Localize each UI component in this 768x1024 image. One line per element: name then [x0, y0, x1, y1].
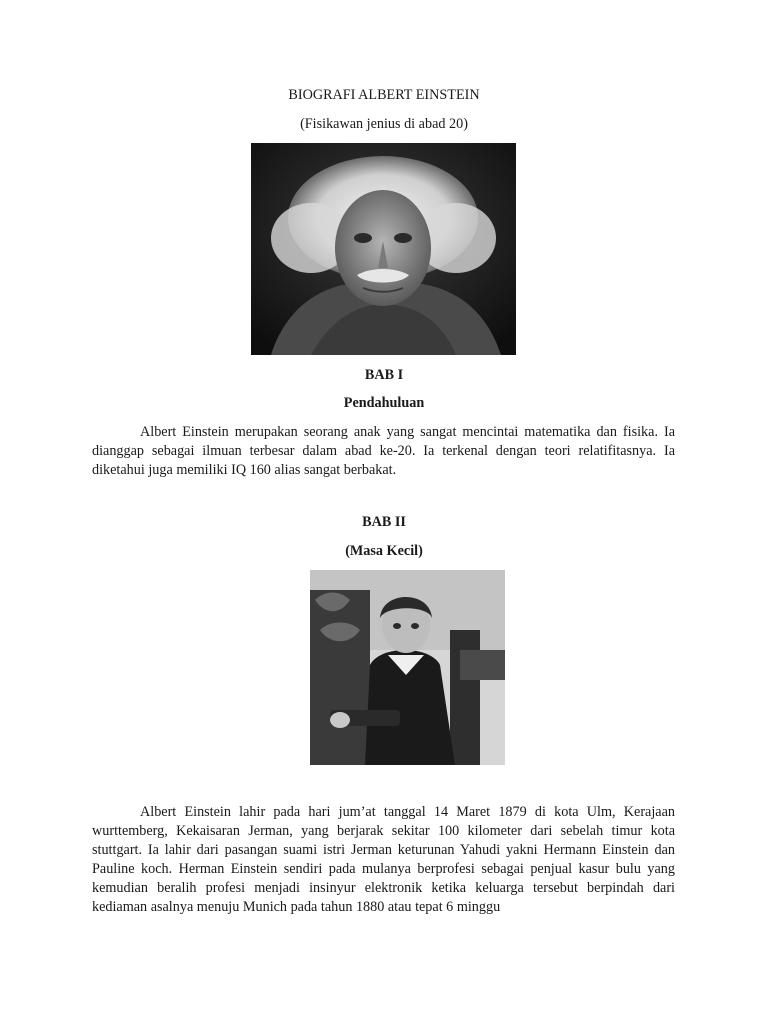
chapter1-subheading: Pendahuluan	[343, 395, 425, 411]
chapter2-paragraph: Albert Einstein lahir pada hari jum’at tanggal 14 Maret 1879 di kota Ulm, Kerajaan wurttemberg, Kekaisaran Jerman, yang berjarak sekitar 100 kilometer dari sebelah timur kota stuttgart. Ia lahir dari pasangan suami istri Jerman keturunan Yahudi yakni Hermann Einstein dan Pauline koch. Herman Einstein sendiri pada mulanya berprofesi sebagai penjual kasur bulu yang kemudian beralih profesi menjadi insinyur elektronik ketika keluarga tersebut berpindah dari kediaman asalnya menuju Munich pada tahun 1880 atau tepat 6 minggu	[92, 804, 675, 915]
einstein-portrait-photo	[251, 143, 516, 355]
chapter1-heading: BAB I	[364, 367, 404, 383]
chapter1-paragraph-block	[92, 423, 675, 480]
document-subtitle: (Fisikawan jenius di abad 20)	[300, 116, 468, 132]
chapter2-heading: BAB II	[362, 514, 406, 530]
chapter2-subheading: (Masa Kecil)	[345, 543, 423, 559]
chapter1-paragraph: Albert Einstein merupakan seorang anak yang sangat mencintai matematika dan fisika. Ia dianggap sebagai ilmuan terbesar dalam abad ke-20. Ia terkenal dengan teori relatifitasnya. Ia diketahui juga memiliki IQ 160 alias sangat berbakat.	[92, 424, 675, 478]
chapter2-paragraph-block	[92, 803, 675, 917]
document-title: BIOGRAFI ALBERT EINSTEIN	[288, 87, 480, 103]
einstein-childhood-photo	[310, 570, 505, 765]
